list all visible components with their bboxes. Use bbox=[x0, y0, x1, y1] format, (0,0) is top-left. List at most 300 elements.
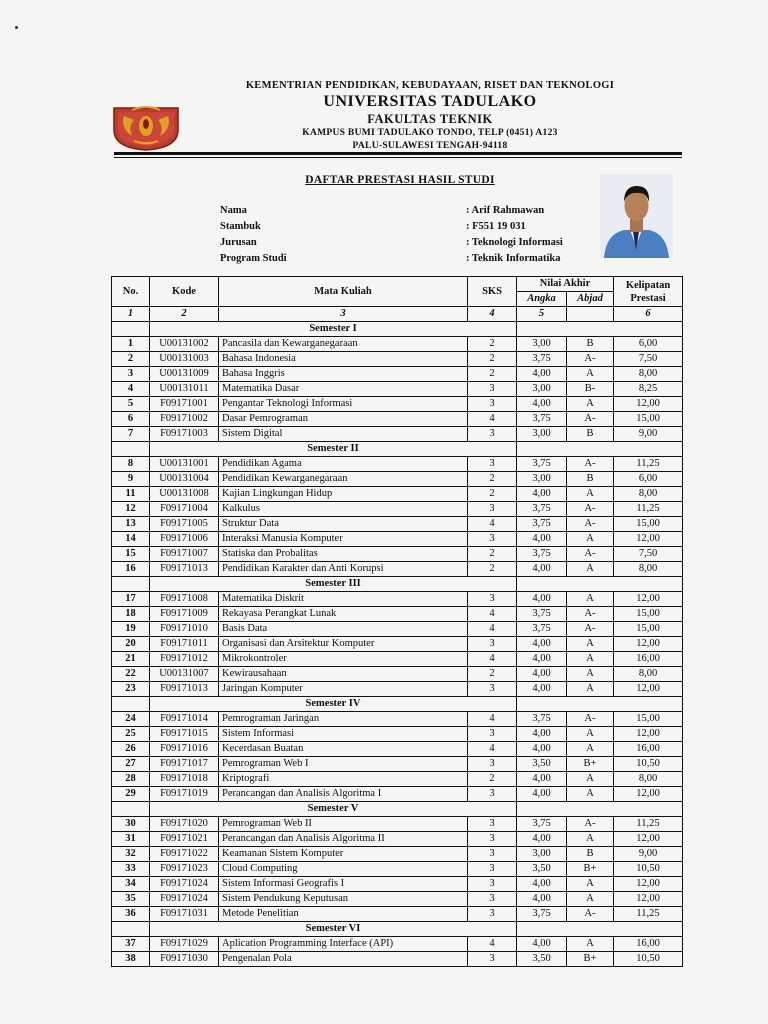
table-row bbox=[112, 832, 683, 847]
grade-points: 8,00 bbox=[614, 367, 683, 382]
course-name: Struktur Data bbox=[219, 517, 468, 532]
table-row bbox=[112, 487, 683, 502]
grade-points: 12,00 bbox=[614, 682, 683, 697]
grade-letter: B- bbox=[567, 382, 614, 397]
grade-number: 3,75 bbox=[517, 607, 567, 622]
table-row bbox=[112, 952, 683, 967]
course-no: 18 bbox=[112, 607, 150, 622]
course-code: U00131001 bbox=[150, 457, 219, 472]
semester-blank-cell bbox=[517, 697, 683, 712]
course-no: 30 bbox=[112, 817, 150, 832]
university-logo bbox=[112, 100, 180, 152]
table-row bbox=[112, 772, 683, 787]
course-sks: 3 bbox=[468, 892, 517, 907]
table-row bbox=[112, 637, 683, 652]
grade-letter: A bbox=[567, 367, 614, 382]
course-no: 16 bbox=[112, 562, 150, 577]
grade-number: 3,00 bbox=[517, 472, 567, 487]
grade-number: 3,50 bbox=[517, 757, 567, 772]
course-name: Dasar Pemrograman bbox=[219, 412, 468, 427]
course-sks: 3 bbox=[468, 847, 517, 862]
course-code: U00131003 bbox=[150, 352, 219, 367]
table-row bbox=[112, 412, 683, 427]
course-name: Organisasi dan Arsitektur Komputer bbox=[219, 637, 468, 652]
course-sks: 3 bbox=[468, 592, 517, 607]
grade-points: 12,00 bbox=[614, 532, 683, 547]
grade-letter: A bbox=[567, 667, 614, 682]
table-row bbox=[112, 712, 683, 727]
semester-blank-cell bbox=[112, 577, 150, 592]
study-program-value: : Teknik Informatika bbox=[466, 253, 561, 264]
grade-points: 16,00 bbox=[614, 652, 683, 667]
course-code: F09171014 bbox=[150, 712, 219, 727]
course-code: F09171019 bbox=[150, 787, 219, 802]
course-no: 20 bbox=[112, 637, 150, 652]
course-name: Pemrograman Web I bbox=[219, 757, 468, 772]
course-name: Pengenalan Pola bbox=[219, 952, 468, 967]
table-row bbox=[112, 727, 683, 742]
course-no: 9 bbox=[112, 472, 150, 487]
grade-letter: A bbox=[567, 772, 614, 787]
grade-letter: A- bbox=[567, 817, 614, 832]
department-label: Jurusan bbox=[220, 237, 257, 248]
grade-letter: A- bbox=[567, 517, 614, 532]
grade-number: 3,75 bbox=[517, 502, 567, 517]
grade-number: 4,00 bbox=[517, 652, 567, 667]
grade-points: 12,00 bbox=[614, 637, 683, 652]
course-code: F09171017 bbox=[150, 757, 219, 772]
course-name: Keamanan Sistem Komputer bbox=[219, 847, 468, 862]
semester-label: Semester III bbox=[150, 577, 517, 592]
course-name: Statiska dan Probalitas bbox=[219, 547, 468, 562]
course-sks: 3 bbox=[468, 862, 517, 877]
col-header-mata-kuliah: Mata Kuliah bbox=[219, 277, 468, 307]
grade-number: 4,00 bbox=[517, 367, 567, 382]
grade-number: 3,00 bbox=[517, 427, 567, 442]
course-no: 22 bbox=[112, 667, 150, 682]
ministry-name: KEMENTRIAN PENDIDIKAN, KEBUDAYAAN, RISET DAN TEKNOLOGI bbox=[245, 80, 615, 91]
grade-points: 15,00 bbox=[614, 517, 683, 532]
course-no: 17 bbox=[112, 592, 150, 607]
course-no: 33 bbox=[112, 862, 150, 877]
colnum-2: 2 bbox=[150, 307, 219, 322]
course-no: 8 bbox=[112, 457, 150, 472]
grade-letter: B+ bbox=[567, 862, 614, 877]
grade-points: 10,50 bbox=[614, 862, 683, 877]
grade-points: 7,50 bbox=[614, 352, 683, 367]
semester-header-row bbox=[112, 577, 683, 592]
course-name: Perancangan dan Analisis Algoritma II bbox=[219, 832, 468, 847]
course-sks: 3 bbox=[468, 397, 517, 412]
course-no: 5 bbox=[112, 397, 150, 412]
campus-address: KAMPUS BUMI TADULAKO TONDO, TELP (0451) A123 bbox=[302, 128, 558, 138]
grade-number: 3,75 bbox=[517, 817, 567, 832]
grade-number: 3,00 bbox=[517, 382, 567, 397]
course-name: Sistem Informasi bbox=[219, 727, 468, 742]
semester-label: Semester II bbox=[150, 442, 517, 457]
course-code: F09171013 bbox=[150, 562, 219, 577]
grade-letter: A bbox=[567, 682, 614, 697]
grade-points: 12,00 bbox=[614, 832, 683, 847]
course-sks: 2 bbox=[468, 562, 517, 577]
course-name: Mikrokontroler bbox=[219, 652, 468, 667]
course-name: Kewirausahaan bbox=[219, 667, 468, 682]
colnum-blank bbox=[567, 307, 614, 322]
course-name: Pengantar Teknologi Informasi bbox=[219, 397, 468, 412]
course-code: F09171024 bbox=[150, 892, 219, 907]
course-code: F09171031 bbox=[150, 907, 219, 922]
grade-points: 11,25 bbox=[614, 907, 683, 922]
table-row bbox=[112, 547, 683, 562]
col-header-kode: Kode bbox=[150, 277, 219, 307]
course-sks: 4 bbox=[468, 607, 517, 622]
course-no: 12 bbox=[112, 502, 150, 517]
header-row-1 bbox=[112, 277, 683, 292]
course-code: F09171015 bbox=[150, 727, 219, 742]
grade-letter: B+ bbox=[567, 757, 614, 772]
grade-number: 3,75 bbox=[517, 457, 567, 472]
university-name: UNIVERSITAS TADULAKO bbox=[323, 93, 537, 110]
course-name: Sistem Informasi Geografis I bbox=[219, 877, 468, 892]
student-id-value: : F551 19 031 bbox=[466, 221, 526, 232]
course-sks: 3 bbox=[468, 382, 517, 397]
col-header-abjad: Abjad bbox=[567, 292, 614, 307]
course-code: F09171010 bbox=[150, 622, 219, 637]
grade-number: 4,00 bbox=[517, 637, 567, 652]
grade-points: 15,00 bbox=[614, 412, 683, 427]
table-row bbox=[112, 607, 683, 622]
course-sks: 2 bbox=[468, 487, 517, 502]
course-sks: 4 bbox=[468, 517, 517, 532]
course-sks: 3 bbox=[468, 457, 517, 472]
course-sks: 4 bbox=[468, 742, 517, 757]
table-row bbox=[112, 937, 683, 952]
grade-number: 3,75 bbox=[517, 712, 567, 727]
course-name: Perancangan dan Analisis Algoritma I bbox=[219, 787, 468, 802]
course-name: Metode Penelitian bbox=[219, 907, 468, 922]
grade-number: 3,75 bbox=[517, 517, 567, 532]
grade-number: 3,00 bbox=[517, 847, 567, 862]
semester-blank-cell bbox=[517, 922, 683, 937]
table-row bbox=[112, 757, 683, 772]
grade-number: 4,00 bbox=[517, 727, 567, 742]
course-sks: 2 bbox=[468, 547, 517, 562]
course-no: 32 bbox=[112, 847, 150, 862]
grade-number: 3,75 bbox=[517, 412, 567, 427]
grade-points: 10,50 bbox=[614, 757, 683, 772]
course-no: 2 bbox=[112, 352, 150, 367]
grade-number: 4,00 bbox=[517, 487, 567, 502]
course-name: Matematika Diskrit bbox=[219, 592, 468, 607]
course-sks: 4 bbox=[468, 937, 517, 952]
grade-points: 10,50 bbox=[614, 952, 683, 967]
grade-letter: B bbox=[567, 847, 614, 862]
course-code: U00131011 bbox=[150, 382, 219, 397]
course-no: 21 bbox=[112, 652, 150, 667]
student-photo bbox=[600, 174, 673, 258]
course-name: Pancasila dan Kewarganegaraan bbox=[219, 337, 468, 352]
table-row bbox=[112, 427, 683, 442]
city-address: PALU-SULAWESI TENGAH-94118 bbox=[352, 141, 508, 151]
course-no: 1 bbox=[112, 337, 150, 352]
grade-letter: A- bbox=[567, 607, 614, 622]
grade-points: 11,25 bbox=[614, 457, 683, 472]
course-code: F09171021 bbox=[150, 832, 219, 847]
course-sks: 3 bbox=[468, 832, 517, 847]
grade-number: 4,00 bbox=[517, 787, 567, 802]
col-header-sks: SKS bbox=[468, 277, 517, 307]
course-no: 25 bbox=[112, 727, 150, 742]
grade-number: 4,00 bbox=[517, 667, 567, 682]
grade-points: 12,00 bbox=[614, 397, 683, 412]
course-name: Basis Data bbox=[219, 622, 468, 637]
grade-letter: A bbox=[567, 787, 614, 802]
grade-number: 3,75 bbox=[517, 907, 567, 922]
course-code: F09171003 bbox=[150, 427, 219, 442]
grade-points: 9,00 bbox=[614, 427, 683, 442]
department-value: : Teknologi Informasi bbox=[466, 237, 563, 248]
table-row bbox=[112, 457, 683, 472]
grade-points: 8,00 bbox=[614, 562, 683, 577]
colnum-4: 4 bbox=[468, 307, 517, 322]
course-no: 38 bbox=[112, 952, 150, 967]
colnum-3: 3 bbox=[219, 307, 468, 322]
grade-points: 8,00 bbox=[614, 772, 683, 787]
grade-points: 11,25 bbox=[614, 817, 683, 832]
course-name: Bahasa Indonesia bbox=[219, 352, 468, 367]
course-name: Kalkulus bbox=[219, 502, 468, 517]
grade-letter: B bbox=[567, 472, 614, 487]
table-row bbox=[112, 817, 683, 832]
course-no: 23 bbox=[112, 682, 150, 697]
course-name: Pendidikan Karakter dan Anti Korupsi bbox=[219, 562, 468, 577]
grade-number: 4,00 bbox=[517, 772, 567, 787]
grade-letter: B+ bbox=[567, 952, 614, 967]
course-code: F09171022 bbox=[150, 847, 219, 862]
course-code: F09171009 bbox=[150, 607, 219, 622]
semester-header-row bbox=[112, 802, 683, 817]
course-code: U00131009 bbox=[150, 367, 219, 382]
col-header-no: No. bbox=[112, 277, 150, 307]
grade-letter: A bbox=[567, 652, 614, 667]
course-no: 3 bbox=[112, 367, 150, 382]
letterhead bbox=[190, 78, 670, 153]
course-no: 15 bbox=[112, 547, 150, 562]
course-name: Kecerdasan Buatan bbox=[219, 742, 468, 757]
course-no: 24 bbox=[112, 712, 150, 727]
grade-number: 3,75 bbox=[517, 622, 567, 637]
grade-letter: A- bbox=[567, 907, 614, 922]
document-title: DAFTAR PRESTASI HASIL STUDI bbox=[305, 174, 495, 186]
letterhead-rule-thick bbox=[114, 152, 682, 155]
colnum-1: 1 bbox=[112, 307, 150, 322]
course-code: U00131008 bbox=[150, 487, 219, 502]
course-sks: 3 bbox=[468, 952, 517, 967]
table-row bbox=[112, 862, 683, 877]
grade-letter: A bbox=[567, 937, 614, 952]
course-name: Kajian Lingkungan Hidup bbox=[219, 487, 468, 502]
grade-points: 12,00 bbox=[614, 877, 683, 892]
grade-number: 3,50 bbox=[517, 862, 567, 877]
course-code: F09171007 bbox=[150, 547, 219, 562]
semester-blank-cell bbox=[112, 322, 150, 337]
grade-points: 12,00 bbox=[614, 787, 683, 802]
grade-letter: A- bbox=[567, 712, 614, 727]
course-name: Sistem Pendukung Keputusan bbox=[219, 892, 468, 907]
grade-letter: A bbox=[567, 832, 614, 847]
grade-points: 15,00 bbox=[614, 712, 683, 727]
course-sks: 4 bbox=[468, 652, 517, 667]
course-name: Pemrograman Jaringan bbox=[219, 712, 468, 727]
col-header-kelipatan-prestasi bbox=[614, 277, 683, 307]
course-no: 29 bbox=[112, 787, 150, 802]
grade-letter: B bbox=[567, 427, 614, 442]
transcript-table bbox=[111, 276, 683, 967]
faculty-name: FAKULTAS TEKNIK bbox=[367, 112, 493, 126]
course-code: F09171029 bbox=[150, 937, 219, 952]
course-name: Aplication Programming Interface (API) bbox=[219, 937, 468, 952]
course-sks: 4 bbox=[468, 622, 517, 637]
table-row bbox=[112, 532, 683, 547]
course-no: 37 bbox=[112, 937, 150, 952]
course-name: Kriptografi bbox=[219, 772, 468, 787]
course-sks: 4 bbox=[468, 412, 517, 427]
table-row bbox=[112, 382, 683, 397]
course-no: 19 bbox=[112, 622, 150, 637]
grade-letter: A bbox=[567, 892, 614, 907]
grade-number: 4,00 bbox=[517, 592, 567, 607]
course-name: Matematika Dasar bbox=[219, 382, 468, 397]
semester-blank-cell bbox=[112, 802, 150, 817]
course-sks: 2 bbox=[468, 772, 517, 787]
grade-points: 12,00 bbox=[614, 592, 683, 607]
semester-header-row bbox=[112, 322, 683, 337]
course-name: Cloud Computing bbox=[219, 862, 468, 877]
grade-points: 12,00 bbox=[614, 892, 683, 907]
table-row bbox=[112, 907, 683, 922]
course-code: F09171012 bbox=[150, 652, 219, 667]
grade-letter: A- bbox=[567, 547, 614, 562]
grade-number: 4,00 bbox=[517, 532, 567, 547]
student-id-label: Stambuk bbox=[220, 221, 261, 232]
table-row bbox=[112, 592, 683, 607]
grade-letter: A bbox=[567, 532, 614, 547]
table-row bbox=[112, 847, 683, 862]
course-sks: 3 bbox=[468, 817, 517, 832]
letterhead-rule-thin bbox=[114, 157, 682, 158]
course-no: 28 bbox=[112, 772, 150, 787]
grade-points: 6,00 bbox=[614, 337, 683, 352]
course-code: F09171005 bbox=[150, 517, 219, 532]
table-row bbox=[112, 787, 683, 802]
semester-blank-cell bbox=[517, 577, 683, 592]
course-code: F09171023 bbox=[150, 862, 219, 877]
transcript-body bbox=[112, 322, 683, 967]
table-row bbox=[112, 622, 683, 637]
course-code: F09171024 bbox=[150, 877, 219, 892]
grade-points: 15,00 bbox=[614, 622, 683, 637]
course-code: U00131002 bbox=[150, 337, 219, 352]
grade-points: 8,00 bbox=[614, 667, 683, 682]
grade-points: 8,00 bbox=[614, 487, 683, 502]
grade-number: 4,00 bbox=[517, 562, 567, 577]
study-program-label: Program Studi bbox=[220, 253, 287, 264]
grade-letter: A bbox=[567, 562, 614, 577]
semester-blank-cell bbox=[517, 802, 683, 817]
col-header-nilai-akhir: Nilai Akhir bbox=[517, 277, 614, 292]
grade-letter: A- bbox=[567, 457, 614, 472]
grade-number: 4,00 bbox=[517, 682, 567, 697]
kelipatan-label: Kelipatan bbox=[625, 279, 671, 291]
grade-letter: A bbox=[567, 727, 614, 742]
grade-points: 16,00 bbox=[614, 937, 683, 952]
student-name-label: Nama bbox=[220, 205, 247, 216]
course-sks: 2 bbox=[468, 352, 517, 367]
course-code: F09171008 bbox=[150, 592, 219, 607]
prestasi-label: Prestasi bbox=[630, 292, 666, 304]
table-row bbox=[112, 742, 683, 757]
colnum-6: 6 bbox=[614, 307, 683, 322]
grade-letter: B bbox=[567, 337, 614, 352]
course-code: F09171006 bbox=[150, 532, 219, 547]
grade-points: 15,00 bbox=[614, 607, 683, 622]
semester-label: Semester IV bbox=[150, 697, 517, 712]
course-code: F09171016 bbox=[150, 742, 219, 757]
grade-letter: A- bbox=[567, 622, 614, 637]
table-row bbox=[112, 667, 683, 682]
grade-number: 4,00 bbox=[517, 937, 567, 952]
grade-number: 4,00 bbox=[517, 892, 567, 907]
course-name: Pendidikan Kewarganegaraan bbox=[219, 472, 468, 487]
table-row bbox=[112, 352, 683, 367]
course-no: 27 bbox=[112, 757, 150, 772]
semester-blank-cell bbox=[517, 322, 683, 337]
grade-letter: A bbox=[567, 397, 614, 412]
course-sks: 3 bbox=[468, 877, 517, 892]
course-sks: 3 bbox=[468, 787, 517, 802]
table-row bbox=[112, 877, 683, 892]
grade-letter: A bbox=[567, 592, 614, 607]
table-row bbox=[112, 337, 683, 352]
grade-points: 11,25 bbox=[614, 502, 683, 517]
grade-points: 12,00 bbox=[614, 727, 683, 742]
course-sks: 4 bbox=[468, 712, 517, 727]
grade-number: 3,75 bbox=[517, 547, 567, 562]
course-no: 13 bbox=[112, 517, 150, 532]
course-code: F09171004 bbox=[150, 502, 219, 517]
semester-header-row bbox=[112, 442, 683, 457]
semester-header-row bbox=[112, 922, 683, 937]
course-no: 14 bbox=[112, 532, 150, 547]
course-name: Rekayasa Perangkat Lunak bbox=[219, 607, 468, 622]
course-sks: 3 bbox=[468, 907, 517, 922]
course-sks: 3 bbox=[468, 427, 517, 442]
course-sks: 3 bbox=[468, 682, 517, 697]
course-code: F09171002 bbox=[150, 412, 219, 427]
course-sks: 3 bbox=[468, 757, 517, 772]
grade-letter: A- bbox=[567, 412, 614, 427]
student-name-value: : Arif Rahmawan bbox=[466, 205, 545, 216]
course-code: F09171020 bbox=[150, 817, 219, 832]
table-row bbox=[112, 562, 683, 577]
course-sks: 3 bbox=[468, 637, 517, 652]
course-sks: 3 bbox=[468, 532, 517, 547]
table-row bbox=[112, 682, 683, 697]
course-name: Interaksi Manusia Komputer bbox=[219, 532, 468, 547]
semester-header-row bbox=[112, 697, 683, 712]
course-no: 11 bbox=[112, 487, 150, 502]
course-name: Bahasa Inggris bbox=[219, 367, 468, 382]
